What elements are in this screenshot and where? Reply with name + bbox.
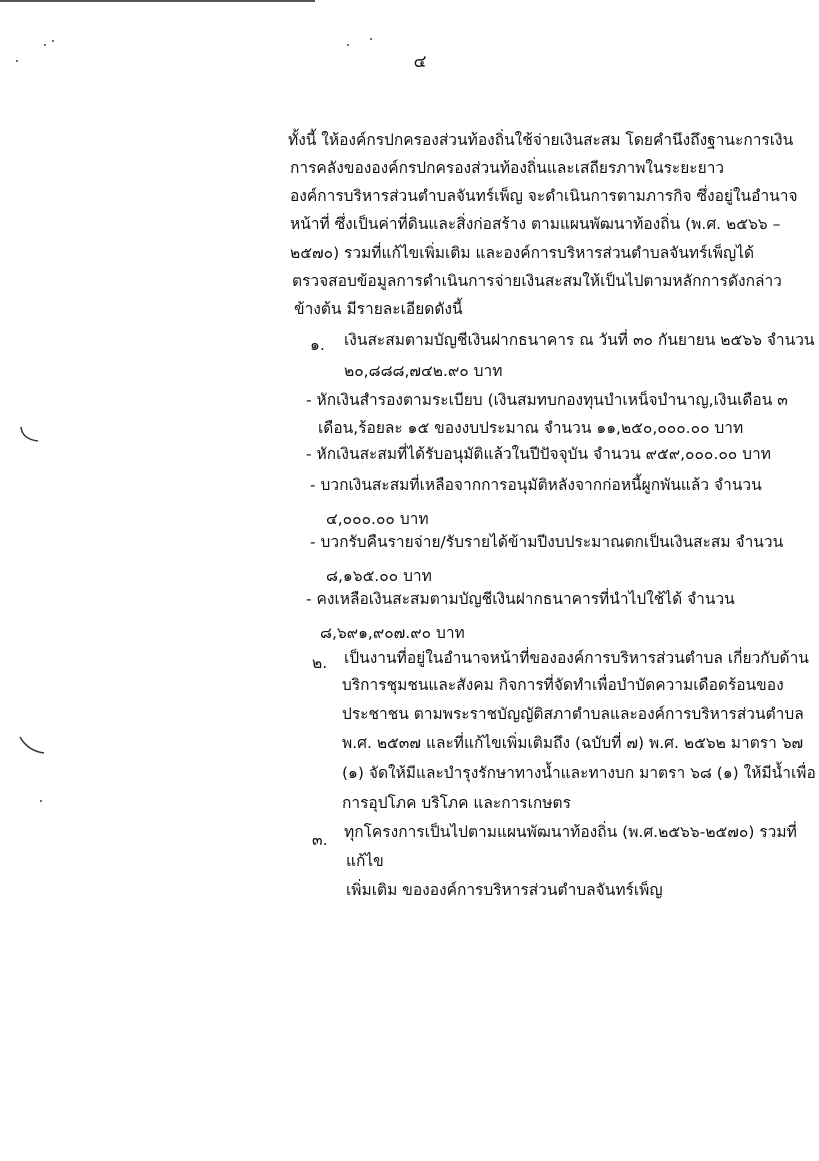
item-2-line: การอุปโภค บริโภค และการเกษตร bbox=[342, 794, 571, 812]
item-3-line: ทุกโครงการเป็นไปตามแผนพัฒนาท้องถิ่น (พ.ศ.๒๕๖๖-๒๕๗๐) รวมที่ bbox=[344, 823, 797, 841]
scan-speck bbox=[16, 60, 18, 62]
item-2-number: ๒. bbox=[312, 654, 328, 672]
item-3-line: แก้ไข bbox=[346, 852, 384, 870]
addition-line: - บวกเงินสะสมที่เหลือจากการอนุมัติหลังจากก่อหนี้ผูกพันแล้ว จำนวน bbox=[310, 476, 762, 494]
balance-line: - คงเหลือเงินสะสมตามบัญชีเงินฝากธนาคารที่นำไปใช้ได้ จำนวน bbox=[306, 590, 735, 608]
item-2-line: พ.ศ. ๒๕๓๗ และที่แก้ไขเพิ่มเติมถึง (ฉบับที่ ๗) พ.ศ. ๒๕๖๒ มาตรา ๖๗ bbox=[342, 734, 804, 752]
scan-edge-line bbox=[0, 0, 315, 2]
scan-speck bbox=[52, 40, 54, 42]
item-1-amount: ๒๐,๘๘๘,๗๔๒.๙๐ บาท bbox=[344, 362, 503, 380]
scan-speck bbox=[44, 44, 46, 46]
item-1-number: ๑. bbox=[310, 336, 325, 354]
balance-amount: ๘,๖๙๑,๙๐๗.๙๐ บาท bbox=[320, 624, 465, 642]
item-3-number: ๓. bbox=[312, 831, 328, 849]
deduction-line: - หักเงินสำรองตามระเบียบ (เงินสมทบกองทุนบำเหน็จบำนาญ,เงินเดือน ๓ bbox=[306, 391, 788, 409]
paragraph-line: การคลังขององค์กรปกครองส่วนท้องถิ่นและเสถียรภาพในระยะยาว bbox=[290, 159, 725, 177]
scan-speck bbox=[40, 800, 42, 802]
scan-mark bbox=[18, 425, 42, 445]
paragraph-line: ทั้งนี้ ให้องค์กรปกครองส่วนท้องถิ่นใช้จ่ายเงินสะสม โดยคำนึงถึงฐานะการเงิน bbox=[288, 131, 794, 149]
item-1-line: เงินสะสมตามบัญชีเงินฝากธนาคาร ณ วันที่ ๓๐ กันยายน ๒๕๖๖ จำนวน bbox=[344, 331, 815, 349]
item-2-line: เป็นงานที่อยู่ในอำนาจหน้าที่ขององค์การบริหารส่วนตำบล เกี่ยวกับด้าน bbox=[344, 649, 809, 667]
paragraph-line: ข้างต้น มีรายละเอียดดังนี้ bbox=[294, 300, 463, 318]
deduction-line: - หักเงินสะสมที่ได้รับอนุมัติแล้วในปีปัจจุบัน จำนวน ๙๕๙,๐๐๐.๐๐ บาท bbox=[306, 445, 771, 463]
item-2-line: ประชาชน ตามพระราชบัญญัติสภาตำบลและองค์การบริหารส่วนตำบล bbox=[342, 705, 804, 723]
paragraph-line: ตรวจสอบข้อมูลการดำเนินการจ่ายเงินสะสมให้เป็นไปตามหลักการดังกล่าว bbox=[292, 272, 782, 290]
deduction-amount: เดือน,ร้อยละ ๑๕ ของงบประมาณ จำนวน ๑๑,๒๕๐,๐๐๐.๐๐ บาท bbox=[318, 419, 744, 437]
scan-speck bbox=[370, 38, 372, 40]
page-number: ๔ bbox=[413, 52, 427, 72]
addition-amount: ๘,๑๖๕.๐๐ บาท bbox=[326, 567, 432, 585]
paragraph-line: หน้าที่ ซึ่งเป็นค่าที่ดินและสิ่งก่อสร้าง ตามแผนพัฒนาท้องถิ่น (พ.ศ. ๒๕๖๖ – bbox=[290, 215, 781, 233]
paragraph-line: ๒๕๗๐) รวมที่แก้ไขเพิ่มเติม และองค์การบริหารส่วนตำบลจันทร์เพ็ญได้ bbox=[290, 244, 755, 262]
scan-mark bbox=[18, 735, 48, 759]
item-3-line: เพิ่มเติม ขององค์การบริหารส่วนตำบลจันทร์เพ็ญ bbox=[346, 881, 663, 899]
scan-speck bbox=[347, 44, 349, 46]
paragraph-line: องค์การบริหารส่วนตำบลจันทร์เพ็ญ จะดำเนินการตามภารกิจ ซึ่งอยู่ในอำนาจ bbox=[290, 187, 798, 205]
addition-amount: ๔,๐๐๐.๐๐ บาท bbox=[326, 510, 429, 528]
item-2-line: (๑) จัดให้มีและบำรุงรักษาทางน้ำและทางบก มาตรา ๖๘ (๑) ให้มีน้ำเพื่อ bbox=[342, 764, 816, 782]
addition-line: - บวกรับคืนรายจ่าย/รับรายได้ข้ามปีงบประมาณตกเป็นเงินสะสม จำนวน bbox=[310, 533, 784, 551]
item-2-line: บริการชุมชนและสังคม กิจการที่จัดทำเพื่อบำบัดความเดือดร้อนของ bbox=[342, 676, 784, 694]
